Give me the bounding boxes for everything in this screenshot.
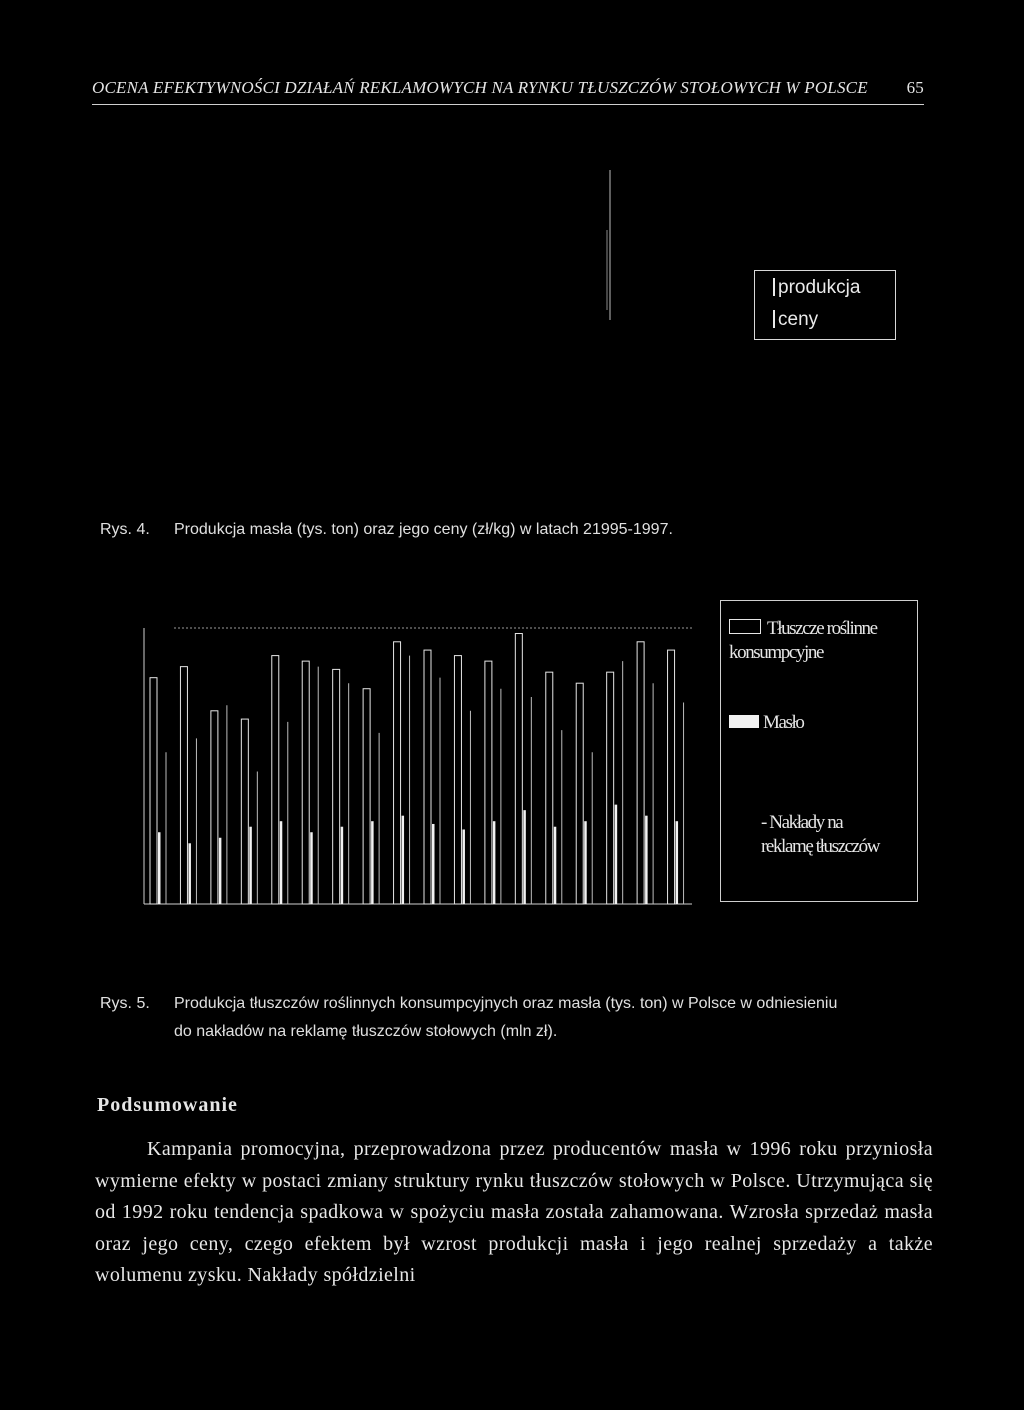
bar-tluszcze [607, 672, 614, 904]
legend-swatch [773, 310, 775, 328]
caption-label: Rys. 5. [100, 995, 150, 1012]
bar-maslo [158, 832, 161, 904]
bar-maslo [249, 827, 252, 904]
bar-tluszcze [333, 669, 340, 904]
legend-item-maslo: Masło [729, 711, 804, 735]
figure-4-caption [100, 521, 673, 539]
caption-label: Rys. 4. [100, 521, 150, 538]
header-rule [92, 104, 924, 105]
bar-maslo [493, 821, 496, 904]
bar-tluszcze [180, 667, 187, 904]
bar-maslo [554, 827, 557, 904]
bar-tluszcze [150, 678, 157, 904]
legend-swatch-empty [729, 619, 761, 634]
running-header [92, 78, 924, 98]
bar-maslo [371, 821, 374, 904]
caption-line-2: do nakładów na reklamę tłuszczów stołowych (mln zł). [174, 1023, 558, 1040]
caption-line-1: Produkcja tłuszczów roślinnych konsumpcyjnych oraz masła (tys. ton) w Polsce w odniesieniu [174, 995, 838, 1012]
body-text [95, 1134, 933, 1292]
section-heading: Podsumowanie [97, 1094, 238, 1116]
figure-5-chart [138, 618, 698, 918]
bar-tluszcze [454, 656, 461, 904]
bar-tluszcze [637, 642, 644, 904]
bar-tluszcze [272, 656, 279, 904]
legend-swatch [773, 278, 775, 296]
bar-tluszcze [485, 661, 492, 904]
bar-tluszcze [576, 683, 583, 904]
figure-5-legend [720, 600, 918, 902]
bar-tluszcze [241, 719, 248, 904]
paragraph: Kampania promocyjna, przeprowadzona przez producentów masła w 1996 roku przyniosła wymierne efekty w postaci zmiany struktury rynku tłuszczów stołowych w Polsce. Utrzymująca się od 1992 roku tendencja spadkowa w spożyciu masła została zahamowana. Wzrosła sprzedaż masła oraz jego ceny, czego efektem był wzrost produkcji masła i jego realnej sprzedaży a także wolumenu zysku. Nakłady spółdzielni [95, 1138, 933, 1286]
bar-tluszcze [668, 650, 675, 904]
page-number: 65 [906, 78, 924, 97]
bar-tluszcze [424, 650, 431, 904]
caption-text: Produkcja masła (tys. ton) oraz jego ceny (zł/kg) w latach 21995-1997. [174, 521, 673, 538]
bar-maslo [462, 829, 465, 904]
legend-item-naklady: - Nakłady na reklamę tłuszczów [761, 812, 880, 857]
bar-tluszcze [211, 711, 218, 904]
legend-swatch-filled [729, 715, 759, 728]
legend-item-produkcja: produkcja [773, 277, 860, 299]
bar-tluszcze [302, 661, 309, 904]
bar-maslo [584, 821, 587, 904]
legend-item-ceny: ceny [773, 309, 818, 331]
bar-maslo [676, 821, 679, 904]
bar-maslo [188, 843, 191, 904]
bar-maslo [341, 827, 344, 904]
bar-tluszcze [394, 642, 401, 904]
bar-maslo [615, 805, 618, 904]
bar-maslo [219, 838, 222, 904]
running-title: OCENA EFEKTYWNOŚCI DZIAŁAŃ REKLAMOWYCH NA RYNKU TŁUSZCZÓW STOŁOWYCH W POLSCE [92, 78, 868, 97]
figure-5-caption [100, 990, 837, 1046]
bar-tluszcze [546, 672, 553, 904]
bar-maslo [402, 816, 405, 904]
bar-tluszcze [363, 689, 370, 904]
bar-tluszcze [515, 634, 522, 904]
bar-maslo [432, 824, 435, 904]
bar-maslo [310, 832, 313, 904]
bar-maslo [280, 821, 283, 904]
legend-item-tluszcze: Tłuszcze roślinne konsumpcyjne [729, 618, 877, 663]
bar-maslo [645, 816, 648, 904]
figure-4-legend [754, 270, 896, 340]
bar-maslo [523, 810, 526, 904]
